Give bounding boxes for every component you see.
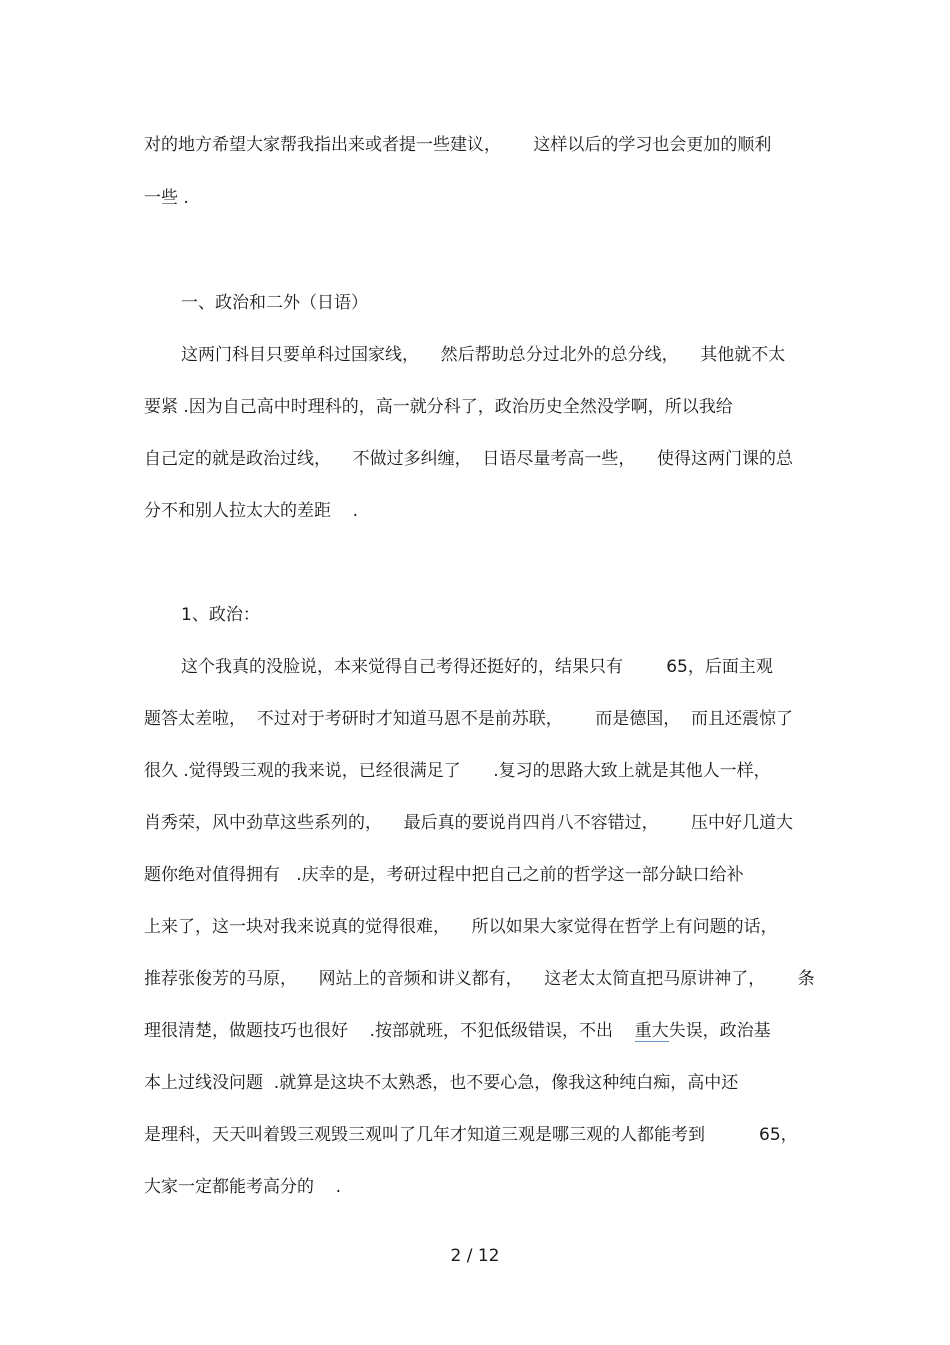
section2-line-9: 本上过线没问题 .就算是这块不太熟悉，也不要心急，像我这种纯白痴，高中还 (144, 1073, 739, 1093)
section1-line-4: 分不和别人拉太大的差距 . (144, 501, 359, 521)
section-heading-politics-japanese: 一、政治和二外（日语） (181, 293, 368, 313)
section1-line-3: 自己定的就是政治过线， 不做过多纠缠， 日语尽量考高一些， 使得这两门课的总 (144, 449, 794, 469)
section2-line-4: 肖秀荣，风中劲草这些系列的， 最后真的要说肖四肖八不容错过， 压中好几道大 (144, 813, 794, 833)
section2-line-3: 很久 .觉得毁三观的我来说，已经很满足了 .复习的思路大致上就是其他人一样， (144, 761, 771, 781)
section1-line-2: 要紧 .因为自己高中时理科的，高一就分科了，政治历史全然没学啊，所以我给 (144, 397, 733, 417)
section2-line-10: 是理科，天天叫着毁三观毁三观叫了几年才知道三观是哪三观的人都能考到 65， (144, 1125, 798, 1145)
section2-line-11: 大家一定都能考高分的 . (144, 1177, 342, 1197)
section2-line-1: 这个我真的没脸说，本来觉得自己考得还挺好的，结果只有 65，后面主观 (181, 657, 773, 677)
section2-line-2: 题答太差啦， 不过对于考研时才知道马恩不是前苏联， 而是德国， 而且还震惊了 (144, 709, 794, 729)
section2-line-8-start: 理很清楚，做题技巧也很好 .按部就班，不犯低级错误，不出 (144, 1021, 635, 1041)
section1-line-1: 这两门科目只要单科过国家线， 然后帮助总分过北外的总分线， 其他就不太 (181, 345, 786, 365)
underlined-text: 重大 (634, 1021, 669, 1041)
intro-line-1: 对的地方希望大家帮我指出来或者提一些建议， 这样以后的学习也会更加的顺利 (144, 135, 772, 155)
subsection-heading-politics: 1、政治： (181, 605, 260, 625)
section2-line-8-end: 失误，政治基 (668, 1021, 771, 1041)
page-number: 2 / 12 (450, 1246, 500, 1266)
intro-line-2: 一些 . (144, 188, 189, 208)
section2-line-5: 题你绝对值得拥有 .庆幸的是，考研过程中把自己之前的哲学这一部分缺口给补 (144, 865, 744, 885)
section2-line-8 (144, 1019, 771, 1043)
section2-line-7: 推荐张俊芳的马原， 网站上的音频和讲义都有， 这老太太简直把马原讲神了， 条 (144, 969, 815, 989)
section2-line-6: 上来了，这一块对我来说真的觉得很难， 所以如果大家觉得在哲学上有问题的话， (144, 917, 778, 937)
